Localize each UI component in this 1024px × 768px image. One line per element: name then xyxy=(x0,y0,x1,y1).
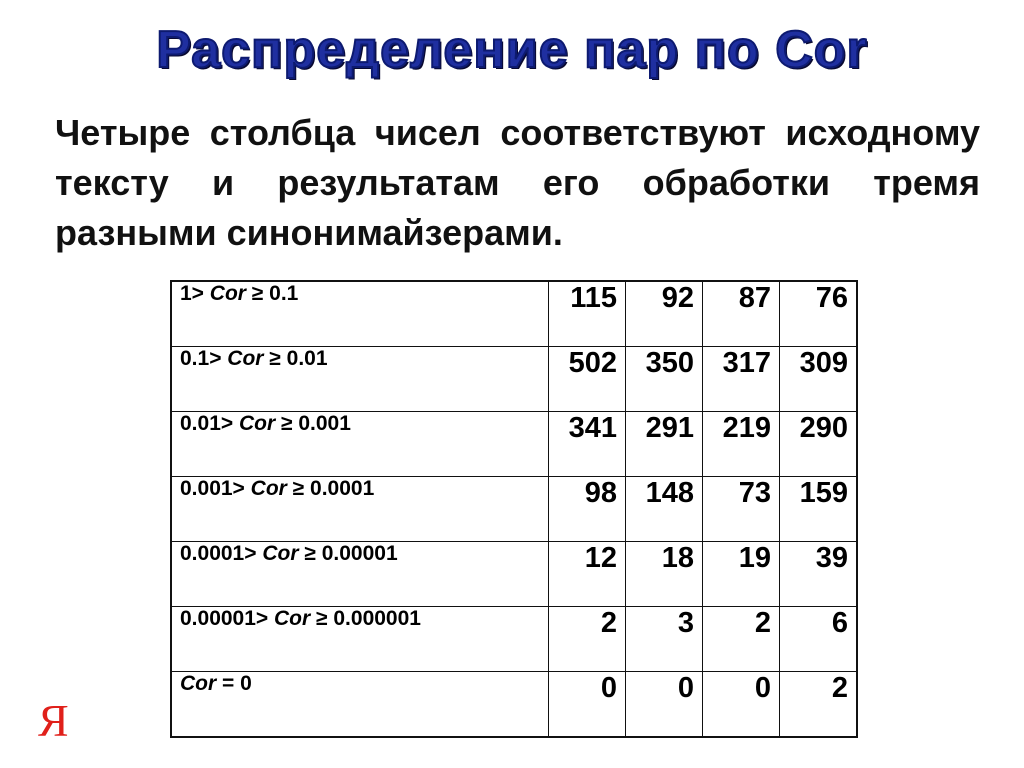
slide-title: Распределение пар по Cor xyxy=(156,21,868,79)
table-cell: 502 xyxy=(549,347,626,412)
row-label-cor: Cor xyxy=(180,672,217,695)
table-cell: 19 xyxy=(703,542,780,607)
table-cell: 0 xyxy=(703,672,780,738)
table-row xyxy=(171,281,857,347)
row-label-cor: Cor xyxy=(250,477,287,500)
row-label-cor: Cor xyxy=(227,347,264,370)
table-cell: 98 xyxy=(549,477,626,542)
table-cell: 92 xyxy=(626,281,703,347)
table-cell: 12 xyxy=(549,542,626,607)
table-cell: 76 xyxy=(780,281,858,347)
row-label-suffix: ≥ 0.000001 xyxy=(310,607,421,630)
table-cell: 3 xyxy=(626,607,703,672)
table-cell: 219 xyxy=(703,412,780,477)
row-label-prefix: 0.0001> xyxy=(180,542,263,565)
row-label xyxy=(171,281,549,347)
row-label-prefix: 0.1> xyxy=(180,347,228,370)
row-label-suffix: ≥ 0.01 xyxy=(263,347,328,370)
table-cell: 148 xyxy=(626,477,703,542)
table-cell: 341 xyxy=(549,412,626,477)
table-cell: 350 xyxy=(626,347,703,412)
row-label xyxy=(171,672,549,738)
row-label-suffix: = 0 xyxy=(216,672,252,695)
row-label-cor: Cor xyxy=(262,542,299,565)
row-label xyxy=(171,542,549,607)
row-label-suffix: ≥ 0.001 xyxy=(275,412,351,435)
row-label-suffix: ≥ 0.0001 xyxy=(286,477,375,500)
row-label-cor: Cor xyxy=(238,412,276,435)
table-cell: 2 xyxy=(549,607,626,672)
slide-description: Четыре столбца чисел соответствуют исходному тексту и результатам его обработки тремя разными синонимайзерами. xyxy=(55,112,980,253)
table-row xyxy=(171,672,857,738)
table-row xyxy=(171,347,857,412)
row-label-suffix: ≥ 0.00001 xyxy=(298,542,398,565)
table-row xyxy=(171,412,857,477)
table-cell: 2 xyxy=(703,607,780,672)
table-cell: 0 xyxy=(549,672,626,738)
table-cell: 159 xyxy=(780,477,858,542)
table-cell: 73 xyxy=(703,477,780,542)
table-cell: 18 xyxy=(626,542,703,607)
yandex-logo: Я xyxy=(38,695,69,746)
row-label xyxy=(171,477,549,542)
table-row xyxy=(171,542,857,607)
table-cell: 2 xyxy=(780,672,858,738)
table-cell: 291 xyxy=(626,412,703,477)
row-label xyxy=(171,412,549,477)
table-cell: 290 xyxy=(780,412,858,477)
table-row xyxy=(171,607,857,672)
row-label-prefix: 0.00001> xyxy=(180,607,275,630)
table-cell: 0 xyxy=(626,672,703,738)
table-cell: 39 xyxy=(780,542,858,607)
table-cell: 309 xyxy=(780,347,858,412)
table-cell: 115 xyxy=(549,281,626,347)
table-cell: 317 xyxy=(703,347,780,412)
row-label-prefix: 1> xyxy=(180,282,210,305)
table-row xyxy=(171,477,857,542)
row-label xyxy=(171,347,549,412)
table-cell: 87 xyxy=(703,281,780,347)
row-label-prefix: 0.01> xyxy=(180,412,239,435)
row-label-cor: Cor xyxy=(209,282,246,305)
table-cell: 6 xyxy=(780,607,858,672)
row-label-cor: Cor xyxy=(274,607,311,630)
row-label-prefix: 0.001> xyxy=(180,477,251,500)
row-label xyxy=(171,607,549,672)
correlation-table xyxy=(170,280,858,738)
row-label-suffix: ≥ 0.1 xyxy=(245,282,299,305)
